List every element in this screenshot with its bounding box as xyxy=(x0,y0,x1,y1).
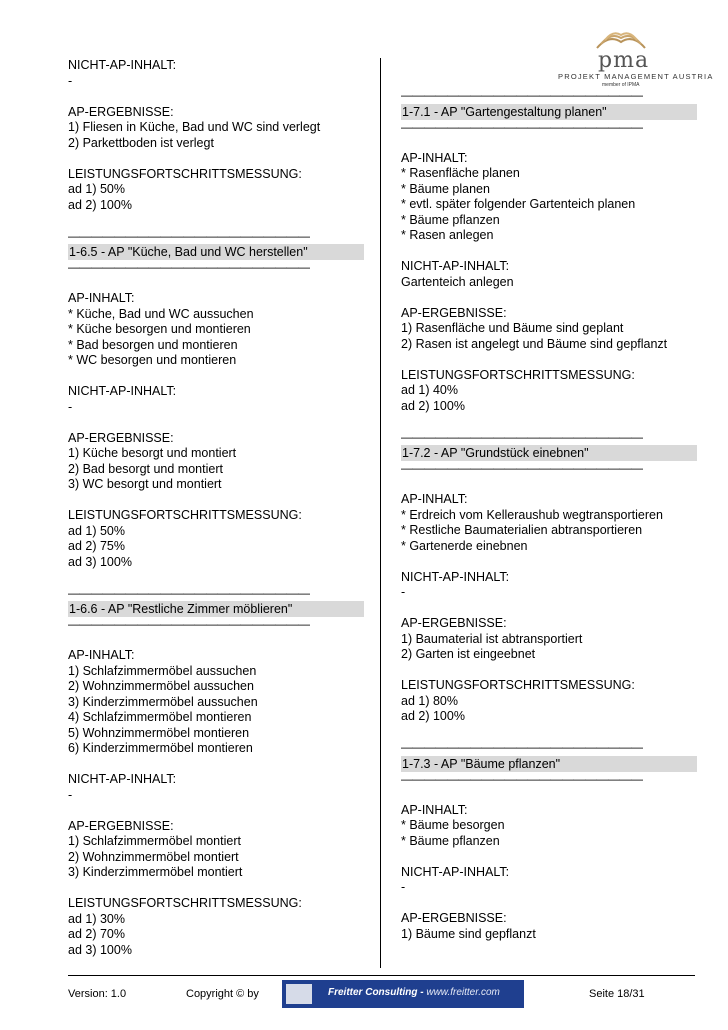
section-body-1-6-5 xyxy=(68,276,364,586)
column-divider xyxy=(380,58,381,968)
banner-separator: - xyxy=(417,987,427,998)
text-line: AP-INHALT: xyxy=(68,648,135,662)
spacer xyxy=(68,276,364,292)
text-line: LEISTUNGSFORTSCHRITTSMESSUNG: xyxy=(68,508,302,522)
spacer xyxy=(68,570,364,586)
section-rule-bottom: ————————————————————— xyxy=(401,771,643,786)
spacer xyxy=(401,352,697,368)
text-line: ad 3) 100% xyxy=(68,942,132,957)
spacer xyxy=(401,477,697,493)
text-line: ad 1) 50% xyxy=(68,523,125,538)
text-line: * Küche besorgen und montieren xyxy=(68,322,251,336)
text-line: 2) Bad besorgt und montiert xyxy=(68,461,223,476)
text-line: 1) Fliesen in Küche, Bad und WC sind verlegt xyxy=(68,120,321,134)
text-line: * Küche, Bad und WC aussuchen xyxy=(68,306,254,321)
text-line: ad 3) 100% xyxy=(68,554,132,569)
text-line: LEISTUNGSFORTSCHRITTSMESSUNG: xyxy=(68,896,302,910)
text-line: AP-INHALT: xyxy=(401,150,468,165)
section-rule-top: ————————————————————— xyxy=(68,228,310,243)
spacer xyxy=(401,290,697,306)
text-line: 2) Parkettboden ist verlegt xyxy=(68,135,214,150)
text-line: 1) Baumaterial ist abtransportiert xyxy=(401,631,583,646)
section-rule-top: ————————————————————— xyxy=(401,740,643,754)
text-line: - xyxy=(401,880,406,894)
text-line: LEISTUNGSFORTSCHRITTSMESSUNG: xyxy=(68,166,302,181)
section-title-1-6-5: 1-6.5 - AP "Küche, Bad und WC herstellen" xyxy=(68,244,364,260)
text-line: * evtl. später folgender Gartenteich planen xyxy=(401,197,636,211)
text-line: Gartenteich anlegen xyxy=(401,274,514,289)
text-line: * Bad besorgen und montieren xyxy=(68,337,238,352)
text-line: - xyxy=(68,73,73,88)
section-rule-top: ————————————————————— xyxy=(401,429,643,444)
spacer xyxy=(68,213,364,229)
text-line: ad 2) 100% xyxy=(401,709,465,723)
text-line: 2) Wohnzimmermöbel montiert xyxy=(68,849,239,864)
section-rule-top: ————————————————————— xyxy=(68,585,310,600)
text-line: 1) Bäume sind gepflanzt xyxy=(401,926,536,941)
freitter-logo-icon xyxy=(286,984,312,1004)
banner-text xyxy=(328,987,500,998)
text-line: - xyxy=(68,399,73,414)
footer-rule xyxy=(68,975,695,976)
text-line: 2) Rasen ist angelegt und Bäume sind gepflanzt xyxy=(401,336,668,351)
banner-url[interactable]: www.freitter.com xyxy=(426,987,500,998)
text-line: 2) Garten ist eingeebnet xyxy=(401,647,536,661)
text-line: ad 1) 30% xyxy=(68,911,125,926)
text-line: * Bäume pflanzen xyxy=(401,212,500,227)
section-title-1-7-3: 1-7.3 - AP "Bäume pflanzen" xyxy=(401,756,697,772)
spacer xyxy=(401,725,697,741)
text-line: 5) Wohnzimmermöbel montieren xyxy=(68,725,250,740)
section-title-1-7-1: 1-7.1 - AP "Gartengestaltung planen" xyxy=(401,104,697,120)
text-line: 2) Wohnzimmermöbel aussuchen xyxy=(68,679,254,693)
spacer xyxy=(401,554,697,570)
section-rule-bottom: ————————————————————— xyxy=(68,617,310,631)
spacer xyxy=(401,414,697,430)
spacer xyxy=(68,633,364,649)
text-line: 1) Küche besorgt und montiert xyxy=(68,446,237,460)
text-line: NICHT-AP-INHALT: xyxy=(401,864,510,879)
section-rule-bottom: ————————————————————— xyxy=(401,119,643,134)
text-line: AP-INHALT: xyxy=(401,492,468,506)
text-line: - xyxy=(68,787,73,802)
text-line: ad 2) 100% xyxy=(68,197,132,212)
text-line: AP-ERGEBNISSE: xyxy=(68,818,174,833)
section-title-1-7-2: 1-7.2 - AP "Grundstück einebnen" xyxy=(401,445,697,461)
text-line: 3) WC besorgt und montiert xyxy=(68,477,222,491)
spacer xyxy=(68,881,364,897)
logo-subtitle: PROJEKT MANAGEMENT AUSTRIA xyxy=(558,72,714,81)
pma-logo xyxy=(548,28,714,92)
text-line: 3) Kinderzimmermöbel aussuchen xyxy=(68,694,258,709)
text-line: ad 2) 100% xyxy=(401,398,465,413)
text-line: ad 1) 40% xyxy=(401,383,458,397)
left-column xyxy=(68,58,364,958)
text-line: - xyxy=(401,585,406,599)
spacer xyxy=(401,135,697,151)
text-line: * Bäume pflanzen xyxy=(401,833,500,848)
spacer xyxy=(401,896,697,912)
text-line: AP-INHALT: xyxy=(68,291,135,305)
text-line: LEISTUNGSFORTSCHRITTSMESSUNG: xyxy=(401,678,635,692)
text-line: LEISTUNGSFORTSCHRITTSMESSUNG: xyxy=(401,367,635,382)
spacer xyxy=(401,244,697,260)
freitter-banner[interactable] xyxy=(282,980,524,1008)
spacer xyxy=(68,803,364,819)
section-rule-bottom: ————————————————————— xyxy=(68,260,310,274)
spacer xyxy=(68,369,364,385)
text-line: AP-ERGEBNISSE: xyxy=(68,104,174,119)
footer-version: Version: 1.0 xyxy=(68,988,127,1000)
text-line: AP-ERGEBNISSE: xyxy=(68,430,174,445)
page-number: Seite 18/31 xyxy=(589,988,645,1000)
section-rule-bottom: ————————————————————— xyxy=(401,461,643,475)
text-line: NICHT-AP-INHALT: xyxy=(68,58,177,72)
text-line: * WC besorgen und montieren xyxy=(68,353,237,367)
text-line: 3) Kinderzimmermöbel montiert xyxy=(68,865,243,879)
spacer xyxy=(401,849,697,865)
text-line: ad 1) 50% xyxy=(68,182,125,196)
spacer xyxy=(68,757,364,773)
spacer xyxy=(401,663,697,679)
section-title-1-6-6: 1-6.6 - AP "Restliche Zimmer möblieren" xyxy=(68,601,364,617)
text-line: * Bäume planen xyxy=(401,181,490,196)
text-line: NICHT-AP-INHALT: xyxy=(401,569,510,584)
text-line: 1) Rasenfläche und Bäume sind geplant xyxy=(401,321,624,335)
spacer xyxy=(68,89,364,105)
section-body-1-6-6 xyxy=(68,633,364,959)
text-line: ad 2) 70% xyxy=(68,927,125,941)
logo-name: pma xyxy=(598,48,650,73)
text-line: AP-ERGEBNISSE: xyxy=(401,305,507,320)
text-line: 1) Schlafzimmermöbel montiert xyxy=(68,834,241,848)
text-line: * Rasenfläche planen xyxy=(401,166,520,180)
text-line: NICHT-AP-INHALT: xyxy=(401,259,510,273)
banner-company: Freitter Consulting xyxy=(328,987,418,998)
section-body-1-7-1 xyxy=(401,135,697,430)
section-body-1-7-2 xyxy=(401,477,697,741)
text-line: AP-INHALT: xyxy=(401,802,468,817)
text-line: 1) Schlafzimmermöbel aussuchen xyxy=(68,663,257,678)
spacer xyxy=(68,415,364,431)
text-line: * Erdreich vom Kelleraushub wegtransportieren xyxy=(401,507,663,522)
text-line: NICHT-AP-INHALT: xyxy=(68,772,177,786)
spacer xyxy=(401,787,697,803)
right-column xyxy=(401,88,697,942)
text-line: NICHT-AP-INHALT: xyxy=(68,384,177,398)
section-rule-top: ————————————————————— xyxy=(401,88,643,102)
left-intro xyxy=(68,58,364,229)
text-line: * Rasen anlegen xyxy=(401,228,494,242)
spacer xyxy=(401,601,697,617)
text-line: * Restliche Baumaterialien abtransportieren xyxy=(401,523,643,537)
text-line: AP-ERGEBNISSE: xyxy=(401,616,507,630)
text-line: 4) Schlafzimmermöbel montieren xyxy=(68,710,252,724)
spacer xyxy=(68,493,364,509)
text-line: ad 1) 80% xyxy=(401,693,458,708)
section-body-1-7-3 xyxy=(401,787,697,942)
text-line: 6) Kinderzimmermöbel montieren xyxy=(68,741,253,755)
logo-member: member of IPMA xyxy=(602,82,640,88)
text-line: * Bäume besorgen xyxy=(401,818,505,832)
text-line: AP-ERGEBNISSE: xyxy=(401,911,507,925)
spacer xyxy=(68,151,364,167)
footer-copyright: Copyright © by xyxy=(186,988,259,1000)
text-line: * Gartenerde einebnen xyxy=(401,538,528,553)
text-line: ad 2) 75% xyxy=(68,539,125,553)
